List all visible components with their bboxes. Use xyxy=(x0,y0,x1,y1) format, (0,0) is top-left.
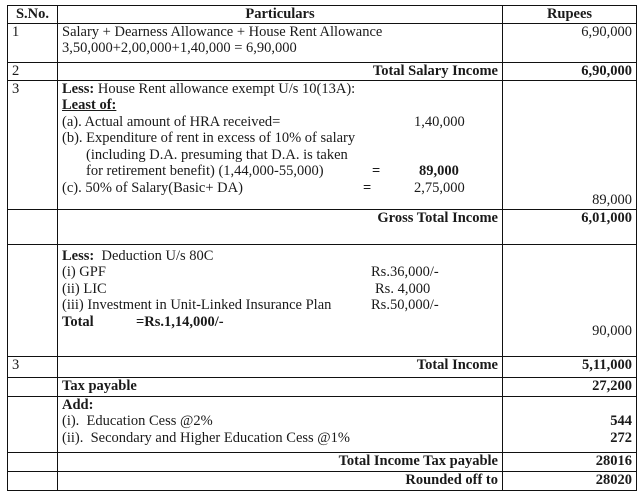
amount-cell: 6,90,000 xyxy=(503,23,637,62)
header-row xyxy=(8,6,637,24)
table-row xyxy=(8,377,637,396)
amount-cell xyxy=(503,80,637,209)
total-income-amount: 5,11,000 xyxy=(503,356,637,377)
least-of-label: Least of: xyxy=(62,97,117,113)
total-income-label: Total Income xyxy=(58,356,503,377)
deduction-cell xyxy=(58,244,503,356)
hra-item-b-line1: (b). Expenditure of rent in excess of 10% of salary xyxy=(62,130,356,146)
hra-item-a-amount: 1,40,000 xyxy=(414,113,465,130)
hra-exempt-amount: 89,000 xyxy=(592,192,632,208)
cess-amounts xyxy=(503,396,637,452)
deduction-item: (iii) Investment in Unit-Linked Insurance Plan Rs.50,000/- xyxy=(62,297,439,313)
salary-calculation: 3,50,000+2,00,000+1,40,000 = 6,90,000 xyxy=(62,40,297,56)
deduction-item: (ii) LIC Rs. 4,000 xyxy=(62,280,431,297)
hra-item-c-amount: 2,75,000 xyxy=(414,179,465,196)
tax-payable-amount: 27,200 xyxy=(503,377,637,396)
particulars-cell xyxy=(58,23,503,62)
tax-computation-table xyxy=(7,5,637,491)
rounded-amount: 28020 xyxy=(503,471,637,490)
gross-total-amount: 6,01,000 xyxy=(503,209,637,244)
header-sno: S.No. xyxy=(8,6,58,24)
deduction-heading: Less: Deduction U/s 80C xyxy=(62,247,214,264)
table-row xyxy=(8,62,637,80)
sno-cell: 2 xyxy=(8,62,58,80)
total-tax-amount: 28016 xyxy=(503,452,637,471)
total-tax-label: Total Income Tax payable xyxy=(58,452,503,471)
salary-components: Salary + Dearness Allowance + House Rent Allowance xyxy=(62,23,383,40)
tax-payable-label: Tax payable xyxy=(58,377,503,396)
header-particulars: Particulars xyxy=(58,6,503,24)
hra-item-c: (c). 50% of Salary(Basic+ DA) = 2,75,000 xyxy=(62,179,465,196)
cess-item: (i). Education Cess @2% xyxy=(62,413,213,429)
deduction-amount: 90,000 xyxy=(592,323,632,339)
deduction-total: Total =Rs.1,14,000/- xyxy=(62,313,224,330)
sno-cell: 1 xyxy=(8,23,58,62)
cess-amount: 272 xyxy=(610,429,632,446)
total-salary-amount: 6,90,000 xyxy=(503,62,637,80)
gross-total-label: Gross Total Income xyxy=(58,209,503,244)
table-row xyxy=(8,244,637,356)
deduction-item: (i) GPF Rs.36,000/- xyxy=(62,264,439,280)
sno-cell xyxy=(8,396,58,452)
rounded-label: Rounded off to xyxy=(58,471,503,490)
sno-cell xyxy=(8,209,58,244)
sno-cell: 3 xyxy=(8,356,58,377)
table-row xyxy=(8,396,637,452)
hra-heading: Less: House Rent allowance exempt U/s 10(13A): xyxy=(62,80,356,97)
cess-cell xyxy=(58,396,503,452)
table-row xyxy=(8,209,637,244)
add-label: Add: xyxy=(62,396,94,413)
hra-item-b-line2: (including D.A. presuming that D.A. is taken xyxy=(86,146,348,163)
hra-item-b-line3: for retirement benefit) (1,44,000-55,000) = 89,000 xyxy=(86,163,459,179)
sno-cell xyxy=(8,452,58,471)
sno-cell xyxy=(8,471,58,490)
hra-exemption-cell xyxy=(58,80,503,209)
table-row xyxy=(8,471,637,490)
header-rupees: Rupees xyxy=(503,6,637,24)
amount-cell xyxy=(503,244,637,356)
hra-item-a: (a). Actual amount of HRA received= 1,40,000 xyxy=(62,113,465,130)
cess-amount: 544 xyxy=(610,413,632,429)
table-row xyxy=(8,356,637,377)
hra-item-b-amount: 89,000 xyxy=(419,163,459,179)
sno-cell: 3 xyxy=(8,80,58,209)
table-row xyxy=(8,80,637,209)
cess-item: (ii). Secondary and Higher Education Cess @1% xyxy=(62,429,350,446)
table-row xyxy=(8,452,637,471)
table-row xyxy=(8,23,637,62)
sno-cell xyxy=(8,377,58,396)
total-salary-label: Total Salary Income xyxy=(58,62,503,80)
sno-cell xyxy=(8,244,58,356)
